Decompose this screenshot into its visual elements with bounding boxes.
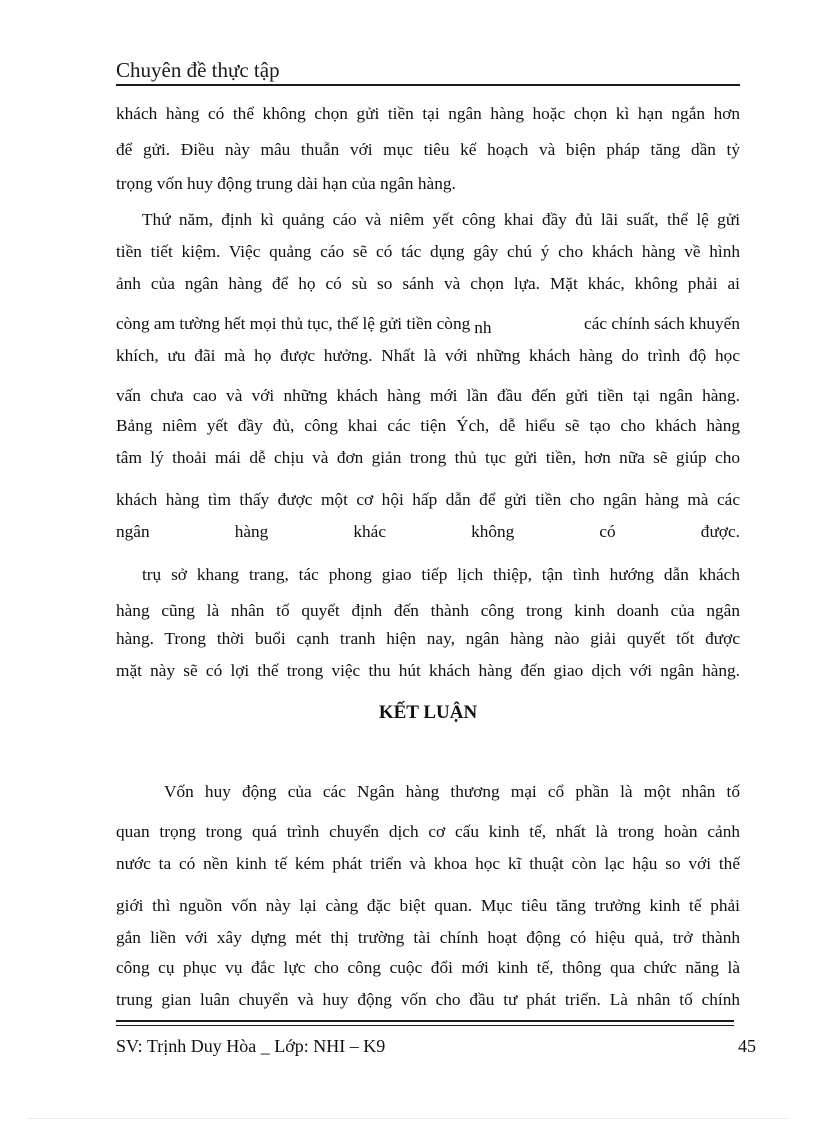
text-line: mặt này sẽ có lợi thế trong việc thu hút khách hàng đến giao dịch với ngân hàng. (116, 661, 740, 680)
page-number: 45 (738, 1036, 756, 1056)
text-line: ảnh của ngân hàng để họ có sù so sánh và chọn lựa. Mặt khác, không phải ai (116, 274, 740, 293)
word: được. (700, 522, 740, 541)
page-header-title: Chuyên đề thực tập (116, 58, 280, 82)
text-line: trọng vốn huy động trung dài hạn của ngân hàng. (116, 174, 456, 193)
text-line: công cụ phục vụ đắc lực cho công cuộc đổi mới kinh tế, thông qua chức năng là (116, 958, 740, 977)
text-fragment: còng am tường hết mọi thủ tục, thể lệ gửi tiền còng nh (116, 314, 496, 336)
text-line: vấn chưa cao và với những khách hàng mới lần đầu đến gửi tiền tại ngân hàng. (116, 386, 740, 405)
text-line: trung gian luân chuyển và huy động vốn cho đầu tư phát triển. Là nhân tố chính (116, 990, 740, 1009)
text-line: quan trọng trong quá trình chuyển dịch cơ cấu kinh tế, nhất là trong hoàn cảnh (116, 822, 740, 841)
footer-divider (116, 1020, 734, 1022)
text-line: khách hàng có thể không chọn gửi tiền tại ngân hàng hoặc chọn kì hạn ngắn hơn (116, 104, 740, 123)
text-line: giới thì nguồn vốn này lại càng đặc biệt quan. Mục tiêu tăng trưởng kinh tế phải (116, 896, 740, 915)
page-edge (28, 1118, 788, 1119)
text-line: để gửi. Điều này mâu thuẫn với mục tiêu kế hoạch và biện pháp tăng dần tỷ (116, 140, 740, 159)
word: khác (353, 522, 386, 541)
text-line: hàng cũng là nhân tố quyết định đến thành công trong kinh doanh của ngân (116, 601, 740, 620)
header-divider (116, 84, 740, 86)
word: ngân (116, 522, 150, 541)
text-line: Thứ năm, định kì quảng cáo và niêm yết công khai đầy đủ lãi suất, thể lệ gửi (142, 210, 740, 229)
text-line: khích, ưu đãi mà họ được hưởng. Nhất là với những khách hàng do trình độ học (116, 346, 740, 365)
subscript-fragment: nh (474, 318, 492, 337)
text-line: tâm lý thoải mái dễ chịu và đơn giản trong thủ tục gửi tiền, hơn nữa sẽ giúp cho (116, 448, 740, 467)
word: hàng (234, 522, 269, 541)
footer-divider (116, 1025, 734, 1026)
text-line: Bảng niêm yết đầy đủ, công khai các tiện Ých, dễ hiểu sẽ tạo cho khách hàng (116, 416, 740, 435)
text-fragment: các chính sách khuyến (584, 314, 740, 333)
text-line: Vốn huy động của các Ngân hàng thương mại cổ phần là một nhân tố (164, 782, 740, 801)
text-line: nước ta có nền kinh tế kém phát triển và khoa học kĩ thuật còn lạc hậu so với thế (116, 854, 740, 873)
text-line-spread (116, 522, 740, 544)
section-heading: KẾT LUẬN (378, 702, 478, 723)
text-line: khách hàng tìm thấy được một cơ hội hấp dẫn để gửi tiền cho ngân hàng mà các (116, 490, 740, 509)
word: không (471, 522, 515, 541)
footer-student-info: SV: Trịnh Duy Hòa _ Lớp: NHI – K9 (116, 1036, 386, 1056)
text-line: trụ sở khang trang, tác phong giao tiếp lịch thiệp, tận tình hướng dẫn khách (142, 565, 740, 584)
text-line: tiền tiết kiệm. Việc quảng cáo sẽ có tác dụng gây chú ý cho khách hàng về hình (116, 242, 740, 261)
text-line: hàng. Trong thời buổi cạnh tranh hiện nay, ngân hàng nào giải quyết tốt được (116, 629, 740, 648)
word: có (599, 522, 616, 541)
text-line (116, 314, 740, 336)
text-line: gắn liền với xây dựng mét thị trường tài chính hoạt động có hiệu quả, trở thành (116, 928, 740, 947)
